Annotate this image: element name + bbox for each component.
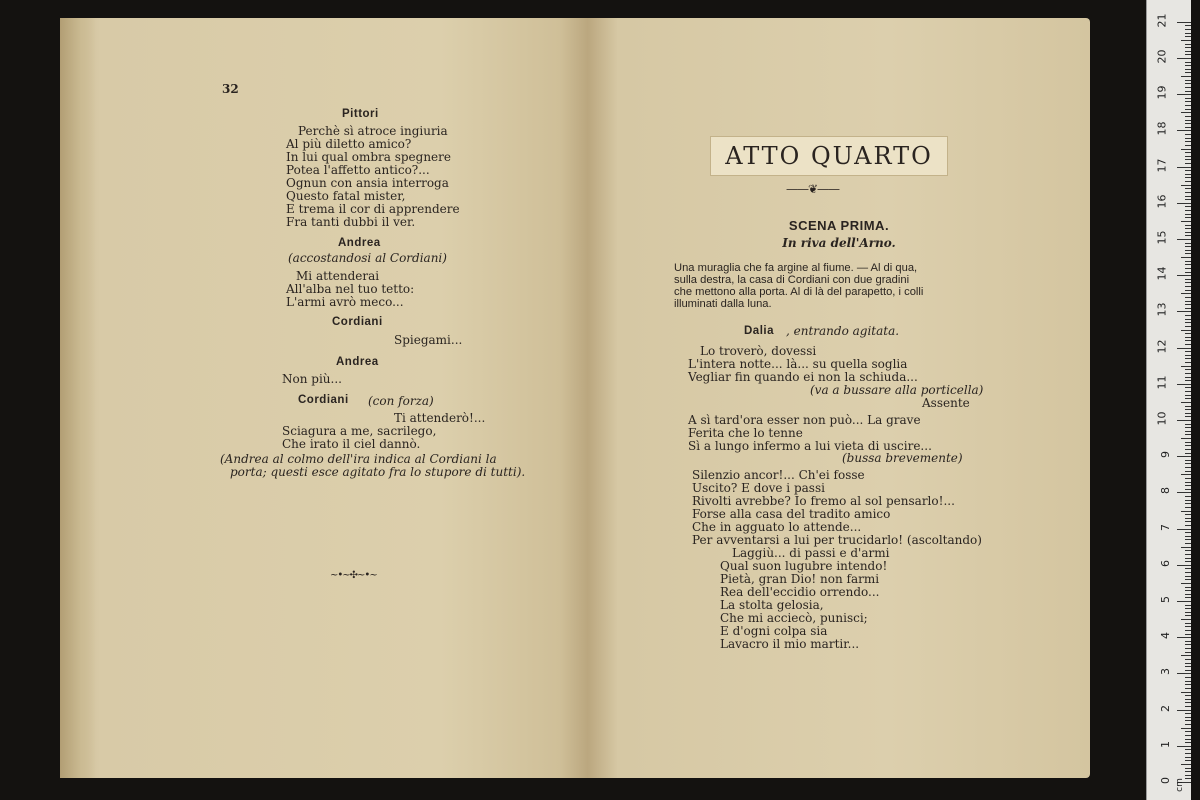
- scene-description: illuminati dalla luna.: [674, 298, 772, 310]
- ruler-tick-minor: [1185, 98, 1191, 99]
- ruler-tick-minor: [1185, 594, 1191, 595]
- ruler-tick-minor: [1185, 778, 1191, 779]
- ruler-tick-minor: [1185, 507, 1191, 508]
- ruler-tick-minor: [1185, 482, 1191, 483]
- ruler-tick-minor: [1185, 141, 1191, 142]
- ruler-tick-minor: [1185, 539, 1191, 540]
- ruler-tick-minor: [1185, 471, 1191, 472]
- ruler-tick-minor: [1185, 771, 1191, 772]
- ruler-tick-major: [1177, 22, 1191, 23]
- ruler-tick-minor: [1185, 467, 1191, 468]
- ruler-tick-minor: [1185, 449, 1191, 450]
- ruler-tick-minor: [1185, 576, 1191, 577]
- ruler-tick-minor: [1185, 590, 1191, 591]
- ruler-tick-minor: [1185, 105, 1191, 106]
- ruler-tick-minor: [1185, 572, 1191, 573]
- verse-line: Ognun con ansia interroga: [286, 176, 449, 190]
- ruler-tick-minor: [1185, 127, 1191, 128]
- ruler-tick-minor: [1181, 583, 1191, 584]
- ruler-tick-major: [1177, 601, 1191, 602]
- ruler-tick-minor: [1185, 398, 1191, 399]
- ruler-tick-minor: [1185, 695, 1191, 696]
- ruler-tick-major: [1177, 348, 1191, 349]
- ruler-tick-minor: [1185, 460, 1191, 461]
- scene-title: SCENA PRIMA.: [788, 218, 890, 233]
- ruler-tick-minor: [1185, 453, 1191, 454]
- ruler-tick-major: [1177, 239, 1191, 240]
- ruler-tick-minor: [1181, 402, 1191, 403]
- ruler-tick-minor: [1185, 192, 1191, 193]
- ruler-tick-minor: [1185, 416, 1191, 417]
- ruler-tick-minor: [1181, 474, 1191, 475]
- ruler-tick-minor: [1185, 282, 1191, 283]
- ruler-number: 11: [1155, 375, 1169, 390]
- verse-line: L'armi avrò meco...: [286, 295, 404, 309]
- ruler-tick-minor: [1185, 500, 1191, 501]
- ruler-tick-minor: [1185, 688, 1191, 689]
- ruler-tick-minor: [1185, 489, 1191, 490]
- verse-line: Che in agguato lo attende...: [692, 520, 862, 534]
- verse-line: Ferita che lo tenne: [688, 426, 803, 440]
- stage-direction: , entrando agitata.: [786, 324, 900, 338]
- ruler-tick-minor: [1185, 406, 1191, 407]
- ruler-tick-minor: [1185, 720, 1191, 721]
- verse-line: Rivolti avrebbe? Io fremo al sol pensarlo!...: [692, 494, 955, 508]
- ruler-tick-minor: [1185, 663, 1191, 664]
- verse-line: E d'ogni colpa sia: [720, 624, 828, 638]
- ruler-number: 12: [1155, 339, 1169, 354]
- ruler-tick-minor: [1181, 221, 1191, 222]
- ruler-tick-minor: [1185, 525, 1191, 526]
- ruler-number: 1: [1159, 740, 1172, 748]
- ruler-tick-minor: [1185, 623, 1191, 624]
- ruler-tick-minor: [1181, 40, 1191, 41]
- open-book: [60, 18, 1090, 778]
- ruler-tick-minor: [1185, 120, 1191, 121]
- ruler-number: 14: [1155, 266, 1169, 281]
- speaker-cordiani: Cordiani: [332, 316, 383, 328]
- speaker-dalia: Dalia: [744, 325, 774, 337]
- ruler-tick-minor: [1185, 138, 1191, 139]
- ruler-tick-minor: [1185, 670, 1191, 671]
- ruler-tick-major: [1177, 420, 1191, 421]
- ruler-tick-minor: [1185, 235, 1191, 236]
- verse-line: L'intera notte... là... su quella soglia: [688, 357, 908, 371]
- ruler-tick-minor: [1185, 145, 1191, 146]
- ruler-tick-minor: [1185, 228, 1191, 229]
- ruler-tick-major: [1177, 130, 1191, 131]
- ruler-tick-minor: [1185, 33, 1191, 34]
- ruler-tick-minor: [1181, 511, 1191, 512]
- ruler-tick-minor: [1185, 246, 1191, 247]
- verse-line: E trema il cor di apprendere: [286, 202, 460, 216]
- verse-line: Lo troverò, dovessi: [700, 344, 817, 358]
- ruler-tick-minor: [1185, 109, 1191, 110]
- ruler-tick-minor: [1181, 293, 1191, 294]
- ruler-tick-minor: [1185, 177, 1191, 178]
- ruler-tick-minor: [1185, 344, 1191, 345]
- ruler-tick-minor: [1185, 706, 1191, 707]
- ruler-tick-minor: [1185, 355, 1191, 356]
- ruler-tick-minor: [1185, 641, 1191, 642]
- ruler-tick-minor: [1185, 304, 1191, 305]
- scene-description: sulla destra, la casa di Cordiani con due gradini: [674, 274, 910, 286]
- ruler-tick-minor: [1185, 214, 1191, 215]
- ruler-tick-minor: [1185, 297, 1191, 298]
- ruler-tick-minor: [1181, 692, 1191, 693]
- ruler-tick-minor: [1185, 518, 1191, 519]
- ruler-tick-minor: [1185, 163, 1191, 164]
- ruler-tick-minor: [1185, 445, 1191, 446]
- verse-line: Mi attenderai: [296, 269, 380, 283]
- ruler-tick-major: [1177, 167, 1191, 168]
- verse-line: Silenzio ancor!... Ch'ei fosse: [692, 468, 865, 482]
- speaker-pittori: Pittori: [342, 108, 379, 120]
- ruler-tick-minor: [1185, 478, 1191, 479]
- ruler-tick-minor: [1185, 434, 1191, 435]
- ruler-tick-minor: [1185, 550, 1191, 551]
- ruler-tick-minor: [1185, 558, 1191, 559]
- ruler-tick-minor: [1185, 217, 1191, 218]
- ruler-tick-minor: [1185, 188, 1191, 189]
- ruler-tick-minor: [1185, 724, 1191, 725]
- ruler-tick-minor: [1185, 351, 1191, 352]
- ruler-tick-minor: [1185, 196, 1191, 197]
- scene-place: In riva dell'Arno.: [782, 236, 896, 250]
- ruler-number: 3: [1159, 668, 1172, 676]
- ruler-number: 21: [1155, 13, 1169, 28]
- ruler-unit: cm: [1175, 778, 1186, 792]
- ruler-tick-minor: [1181, 547, 1191, 548]
- ruler-tick-minor: [1185, 684, 1191, 685]
- verse-line: Assente: [922, 396, 970, 410]
- ruler-tick-major: [1177, 384, 1191, 385]
- verse-line: Perchè sì atroce ingiuria: [298, 124, 448, 138]
- ruler-tick-minor: [1185, 156, 1191, 157]
- ruler-tick-major: [1177, 58, 1191, 59]
- ruler-tick-minor: [1185, 65, 1191, 66]
- closing-direction: porta; questi esce agitato fra lo stupore di tutti).: [230, 465, 526, 479]
- ruler-tick-minor: [1185, 362, 1191, 363]
- ruler-tick-minor: [1185, 279, 1191, 280]
- ruler-tick-minor: [1185, 554, 1191, 555]
- ruler-tick-major: [1177, 456, 1191, 457]
- ruler-tick-minor: [1185, 757, 1191, 758]
- ruler-tick-minor: [1185, 536, 1191, 537]
- scene-description: che mettono alla porta. Al di là del parapetto, i colli: [674, 286, 924, 298]
- act-title-box: [710, 136, 948, 176]
- ruler-tick-major: [1177, 311, 1191, 312]
- ruler-tick-minor: [1185, 742, 1191, 743]
- ruler-tick-minor: [1185, 268, 1191, 269]
- ruler-tick-minor: [1185, 159, 1191, 160]
- verse-line: Che irato il ciel dannò.: [282, 437, 421, 451]
- ruler-tick-minor: [1185, 739, 1191, 740]
- ruler-tick-minor: [1181, 366, 1191, 367]
- ruler-tick-minor: [1185, 101, 1191, 102]
- ruler-tick-minor: [1185, 62, 1191, 63]
- ruler-number: 6: [1159, 559, 1172, 567]
- ruler-number: 4: [1159, 632, 1172, 640]
- verse-line: Qual suon lugubre intendo!: [720, 559, 888, 573]
- ornament-divider: ~•~✣~•~: [330, 570, 377, 581]
- verse-line: In lui qual ombra spegnere: [286, 150, 451, 164]
- ruler-tick-minor: [1185, 579, 1191, 580]
- ruler-tick-minor: [1185, 333, 1191, 334]
- verse-line: Potea l'affetto antico?...: [286, 163, 430, 177]
- verse-line: Forse alla casa del tradito amico: [692, 507, 891, 521]
- ruler-tick-minor: [1185, 225, 1191, 226]
- ruler-tick-minor: [1185, 644, 1191, 645]
- ruler-tick-minor: [1185, 659, 1191, 660]
- right-page: [588, 18, 1090, 778]
- ruler-tick-minor: [1185, 735, 1191, 736]
- ruler-number: 7: [1159, 523, 1172, 531]
- ruler-tick-minor: [1185, 232, 1191, 233]
- ruler-tick-minor: [1185, 597, 1191, 598]
- ruler-tick-minor: [1185, 677, 1191, 678]
- ruler-number: 18: [1155, 121, 1169, 136]
- ruler-tick-minor: [1185, 308, 1191, 309]
- ruler-tick-minor: [1185, 648, 1191, 649]
- ruler-tick-minor: [1185, 261, 1191, 262]
- verse-line: All'alba nel tuo tetto:: [286, 282, 415, 296]
- verse-line: Che mi acciecò, punisci;: [720, 611, 868, 625]
- ruler-tick-minor: [1185, 717, 1191, 718]
- ruler-tick-minor: [1185, 152, 1191, 153]
- ruler-tick-minor: [1185, 340, 1191, 341]
- speaker-andrea: Andrea: [336, 356, 379, 368]
- ruler-tick-minor: [1185, 387, 1191, 388]
- ruler-tick-minor: [1181, 149, 1191, 150]
- page-edge: [60, 18, 96, 778]
- ruler-tick-minor: [1185, 25, 1191, 26]
- ruler-tick-minor: [1185, 514, 1191, 515]
- ruler-tick-minor: [1185, 409, 1191, 410]
- ruler-tick-major: [1177, 94, 1191, 95]
- ruler-number: 16: [1155, 194, 1169, 209]
- ruler-tick-minor: [1181, 76, 1191, 77]
- ruler-tick-minor: [1185, 561, 1191, 562]
- ruler-number: 13: [1155, 302, 1169, 317]
- ruler-tick-minor: [1185, 174, 1191, 175]
- verse-line: La stolta gelosia,: [720, 598, 824, 612]
- ruler-tick-minor: [1185, 615, 1191, 616]
- ruler-tick-minor: [1181, 764, 1191, 765]
- ruler-tick-minor: [1185, 69, 1191, 70]
- ruler-tick-minor: [1185, 272, 1191, 273]
- ruler-tick-minor: [1181, 728, 1191, 729]
- ruler-tick-major: [1177, 275, 1191, 276]
- verse-line: Fra tanti dubbi il ver.: [286, 215, 416, 229]
- ruler-tick-minor: [1185, 80, 1191, 81]
- ruler-tick-minor: [1185, 503, 1191, 504]
- ruler-tick-minor: [1185, 199, 1191, 200]
- ruler-tick-minor: [1181, 619, 1191, 620]
- ruler-number: 15: [1155, 230, 1169, 245]
- stage-direction: (con forza): [368, 394, 434, 408]
- ruler-tick-minor: [1181, 330, 1191, 331]
- ruler-tick-minor: [1185, 373, 1191, 374]
- ruler-tick-minor: [1185, 702, 1191, 703]
- ruler-tick-minor: [1185, 54, 1191, 55]
- ruler-tick-minor: [1185, 713, 1191, 714]
- ruler-number: 0: [1159, 777, 1172, 784]
- ruler-tick-minor: [1185, 83, 1191, 84]
- ruler-tick-minor: [1185, 47, 1191, 48]
- ruler-number: 20: [1155, 49, 1169, 64]
- verse-line: Per avventarsi a lui per trucidarlo! (ascoltando): [692, 533, 982, 547]
- ruler-tick-minor: [1185, 116, 1191, 117]
- ruler-tick-minor: [1185, 250, 1191, 251]
- ruler-number: 17: [1155, 158, 1169, 173]
- ruler-tick-minor: [1181, 438, 1191, 439]
- ruler-tick-minor: [1185, 699, 1191, 700]
- ruler-tick-minor: [1185, 377, 1191, 378]
- ruler-tick-minor: [1185, 760, 1191, 761]
- ruler-tick-minor: [1185, 326, 1191, 327]
- stage-direction: (bussa brevemente): [842, 451, 963, 465]
- ruler-tick-minor: [1185, 319, 1191, 320]
- ruler-tick-minor: [1181, 112, 1191, 113]
- ruler-tick-minor: [1185, 51, 1191, 52]
- ruler-tick-major: [1177, 565, 1191, 566]
- ruler-tick-minor: [1185, 206, 1191, 207]
- verse-line: Spiegami...: [394, 333, 463, 347]
- closing-direction: (Andrea al colmo dell'ira indica al Cordiani la: [220, 452, 497, 466]
- ruler-tick-minor: [1185, 681, 1191, 682]
- ruler-number: 10: [1155, 411, 1169, 426]
- ruler-tick-minor: [1185, 87, 1191, 88]
- ruler-tick-minor: [1185, 413, 1191, 414]
- ruler-tick-minor: [1185, 253, 1191, 254]
- ruler-tick-minor: [1185, 427, 1191, 428]
- ruler-tick-minor: [1185, 768, 1191, 769]
- ruler-tick-minor: [1185, 543, 1191, 544]
- verse-line: Ti attenderò!...: [394, 411, 486, 425]
- ruler-tick-minor: [1185, 605, 1191, 606]
- ruler-tick-minor: [1185, 134, 1191, 135]
- ruler-tick-minor: [1185, 587, 1191, 588]
- ruler-tick-minor: [1185, 44, 1191, 45]
- ruler-tick-minor: [1185, 391, 1191, 392]
- ornament-divider: ——❦——: [786, 182, 840, 196]
- ruler-number: 2: [1159, 704, 1172, 712]
- verse-line: Questo fatal mister,: [286, 189, 406, 203]
- verse-line: Vegliar fin quando ei non la schiuda...: [688, 370, 918, 384]
- verse-line: Lavacro il mio martir...: [720, 637, 860, 651]
- verse-line: Pietà, gran Dio! non farmi: [720, 572, 880, 586]
- ruler-tick-minor: [1181, 185, 1191, 186]
- ruler-tick-minor: [1185, 123, 1191, 124]
- ruler-tick-minor: [1185, 608, 1191, 609]
- ruler-tick-minor: [1185, 532, 1191, 533]
- ruler-tick-minor: [1185, 731, 1191, 732]
- speaker-cordiani: Cordiani: [298, 394, 349, 406]
- stage-direction: (accostandosi al Cordiani): [288, 251, 447, 265]
- scene-description: Una muraglia che fa argine al fiume. — Al di qua,: [674, 262, 918, 274]
- verse-line: A sì tard'ora esser non può... La grave: [688, 413, 921, 427]
- ruler-tick-major: [1177, 529, 1191, 530]
- verse-line: Al più diletto amico?: [286, 137, 412, 151]
- ruler-tick-minor: [1181, 655, 1191, 656]
- ruler-tick-minor: [1185, 626, 1191, 627]
- ruler-tick-minor: [1185, 264, 1191, 265]
- act-title: ATTO QUARTO: [725, 142, 933, 170]
- ruler-number: 8: [1159, 487, 1172, 495]
- speaker-andrea: Andrea: [338, 237, 381, 249]
- ruler-tick-major: [1177, 673, 1191, 674]
- ruler-tick-minor: [1185, 431, 1191, 432]
- ruler-tick-minor: [1185, 749, 1191, 750]
- verse-line: Sciagura a me, sacrilego,: [282, 424, 437, 438]
- ruler-tick-minor: [1185, 243, 1191, 244]
- ruler-tick-major: [1177, 203, 1191, 204]
- ruler-tick-minor: [1185, 91, 1191, 92]
- ruler-tick-minor: [1185, 322, 1191, 323]
- ruler-tick-minor: [1185, 395, 1191, 396]
- ruler-number: 5: [1159, 596, 1172, 603]
- ruler-tick-minor: [1185, 568, 1191, 569]
- ruler-tick-minor: [1181, 257, 1191, 258]
- verse-line: Uscito? E dove i passi: [692, 481, 825, 495]
- ruler-tick-minor: [1185, 496, 1191, 497]
- ruler-tick-minor: [1185, 301, 1191, 302]
- verse-line: Sì a lungo infermo a lui vieta di uscire...: [688, 439, 932, 453]
- ruler-tick-minor: [1185, 612, 1191, 613]
- ruler-tick-minor: [1185, 29, 1191, 30]
- ruler-tick-major: [1177, 746, 1191, 747]
- ruler-tick-major: [1177, 637, 1191, 638]
- verse-line: Rea dell'eccidio orrendo...: [720, 585, 880, 599]
- measurement-ruler: [1146, 0, 1191, 800]
- ruler-tick-minor: [1185, 521, 1191, 522]
- ruler-tick-minor: [1185, 380, 1191, 381]
- ruler-number: 19: [1155, 85, 1169, 100]
- ruler-tick-minor: [1185, 286, 1191, 287]
- ruler-tick-minor: [1185, 337, 1191, 338]
- ruler-tick-minor: [1185, 424, 1191, 425]
- ruler-tick-minor: [1185, 463, 1191, 464]
- ruler-tick-minor: [1185, 630, 1191, 631]
- ruler-tick-minor: [1185, 634, 1191, 635]
- ruler-tick-minor: [1185, 775, 1191, 776]
- ruler-tick-major: [1177, 492, 1191, 493]
- left-page: [60, 18, 590, 778]
- ruler-tick-minor: [1185, 753, 1191, 754]
- page-number: 32: [222, 82, 239, 96]
- ruler-tick-minor: [1185, 170, 1191, 171]
- ruler-tick-major: [1177, 710, 1191, 711]
- ruler-tick-minor: [1185, 72, 1191, 73]
- ruler-tick-minor: [1185, 666, 1191, 667]
- ruler-tick-minor: [1185, 315, 1191, 316]
- ruler-tick-minor: [1185, 36, 1191, 37]
- verse-line: Laggiù... di passi e d'armi: [732, 546, 890, 560]
- ruler-tick-minor: [1185, 358, 1191, 359]
- verse-line: Non più...: [282, 372, 342, 386]
- ruler-tick-minor: [1185, 652, 1191, 653]
- ruler-tick-minor: [1185, 290, 1191, 291]
- ruler-tick-minor: [1185, 369, 1191, 370]
- ruler-tick-minor: [1185, 210, 1191, 211]
- ruler-tick-minor: [1185, 181, 1191, 182]
- stage-direction: (va a bussare alla porticella): [810, 383, 984, 397]
- ruler-number: 9: [1159, 451, 1172, 459]
- ruler-tick-minor: [1185, 442, 1191, 443]
- ruler-tick-minor: [1185, 485, 1191, 486]
